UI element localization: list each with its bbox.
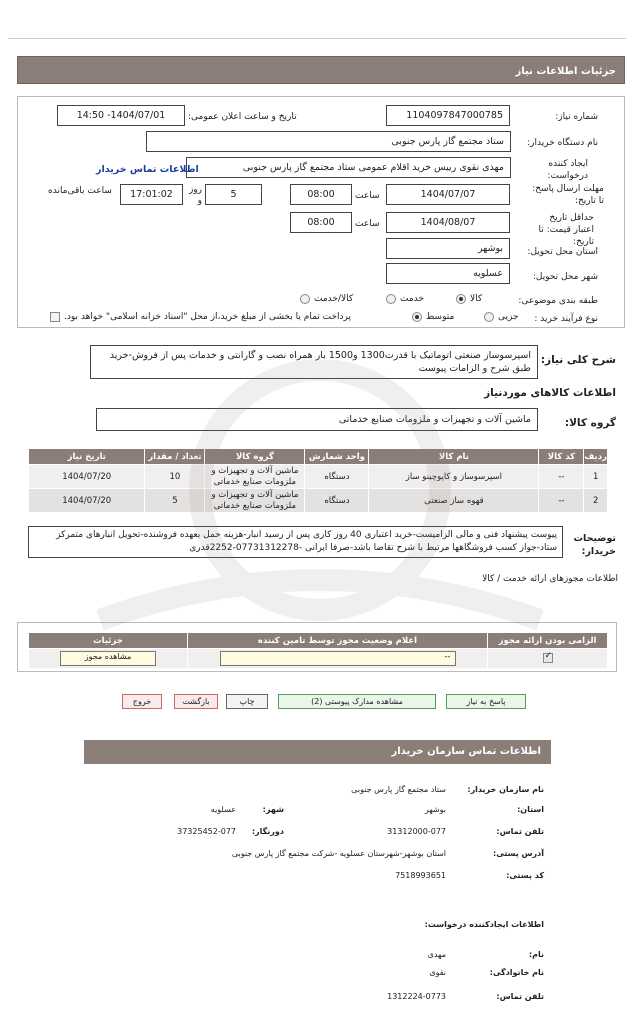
category-option-both[interactable] — [300, 294, 353, 304]
table-row — [29, 489, 608, 513]
back-button[interactable]: بازگشت — [174, 694, 218, 709]
cell: ماشین آلات و تجهیزات و ملزومات صنایع خدماتی — [205, 489, 305, 513]
permit-status-field[interactable]: -- — [220, 651, 456, 666]
city-contact-label: شهر: — [262, 805, 284, 814]
postal-label: کد پستی: — [506, 871, 544, 880]
announce-label: تاریخ و ساعت اعلان عمومی: — [188, 112, 297, 122]
cell: اسپرسوساز و کاپوچینو ساز — [369, 465, 539, 489]
province-label: استان محل تحویل: — [527, 247, 598, 257]
creator-label: ایجاد کننده درخواست: — [547, 159, 588, 181]
cell: 10 — [145, 465, 205, 489]
validity-time-label: ساعت — [355, 219, 380, 229]
permits-header — [29, 633, 608, 649]
time-remaining-label: ساعت باقی‌مانده — [48, 186, 112, 196]
goods-group-field: ماشین آلات و تجهیزات و ملزومات صنایع خدماتی — [96, 408, 538, 431]
goods-table-header — [29, 449, 608, 465]
buyer-label: نام دستگاه خریدار: — [527, 138, 598, 148]
col-permit-required: الزامی بودن ارائه مجوز — [488, 633, 608, 649]
category-option-service[interactable] — [386, 294, 424, 304]
creator-phone-value: 1312224-0773 — [387, 992, 446, 1001]
exit-button[interactable]: خروج — [122, 694, 162, 709]
fax-label: دورنگار: — [251, 827, 284, 836]
announce-field: 1404/07/01- 14:50 — [57, 105, 185, 126]
category-both-radio[interactable] — [300, 294, 310, 304]
category-goods-radio[interactable] — [456, 294, 466, 304]
process-minor-radio[interactable] — [484, 312, 494, 322]
name-label: نام: — [528, 950, 544, 959]
category-label: طبقه بندی موضوعی: — [518, 296, 598, 306]
cell: 1404/07/20 — [29, 465, 145, 489]
org-label: نام سازمان خریدار: — [467, 785, 544, 794]
category-both-label: کالا/خدمت — [314, 294, 354, 304]
category-service-radio[interactable] — [386, 294, 396, 304]
summary-label: شرح کلی نیاز: — [540, 354, 616, 366]
cell: -- — [539, 489, 584, 513]
col-date: تاریخ نیاز — [29, 449, 145, 465]
validity-label: حداقل تاریخ اعتبار قیمت: تا تاریخ: — [538, 213, 594, 247]
cell: دستگاه — [305, 465, 369, 489]
city-contact-value: عسلویه — [210, 805, 236, 814]
col-row: ردیف — [584, 449, 608, 465]
family-label: نام خانوادگی: — [489, 968, 544, 977]
postal-value: 7518993651 — [395, 871, 446, 880]
cell: دستگاه — [305, 489, 369, 513]
validity-date-field: 1404/08/07 — [386, 212, 510, 233]
view-permit-button[interactable]: مشاهده مجوز — [60, 651, 156, 666]
category-service-label: خدمت — [400, 294, 424, 304]
col-unit: واحد شمارش — [305, 449, 369, 465]
permit-details-cell — [29, 649, 188, 669]
goods-table — [28, 448, 608, 513]
creator-phone-label: تلفن تماس: — [496, 992, 544, 1001]
treasury-payment-note: پرداخت تمام یا بخشی از مبلغ خرید،از محل "اسناد خزانه اسلامی" خواهد بود. — [64, 312, 352, 322]
table-row — [29, 649, 608, 669]
cell: 1 — [584, 465, 608, 489]
cell: 5 — [145, 489, 205, 513]
process-minor-label: جزیی — [498, 312, 519, 322]
permit-status-cell — [188, 649, 488, 669]
process-option-minor[interactable] — [484, 312, 519, 322]
fax-value: 37325452-077 — [177, 827, 236, 836]
address-value: استان بوشهر-شهرستان عسلویه -شرکت مجتمع گاز پارس جنوبی — [231, 849, 446, 858]
top-divider — [8, 38, 626, 39]
org-value: ستاد مجتمع گاز پارس جنوبی — [351, 785, 446, 794]
contact-title: اطلاعات تماس سازمان خریدار — [84, 740, 551, 764]
cell: 1404/07/20 — [29, 489, 145, 513]
col-permit-details: جزئیات — [29, 633, 188, 649]
buyer-field: ستاد مجتمع گاز پارس جنوبی — [146, 131, 511, 152]
col-qty: تعداد / مقدار — [145, 449, 205, 465]
time-remaining-field: 17:01:02 — [120, 184, 183, 205]
permit-required-cell — [488, 649, 608, 669]
need-number-label: شماره نیاز: — [555, 112, 598, 122]
category-goods-label: کالا — [470, 294, 483, 304]
permits-table — [28, 632, 608, 669]
col-group: گروه کالا — [205, 449, 305, 465]
treasury-payment-checkbox[interactable] — [50, 312, 60, 322]
creator-field: مهدی نقوی رییس خرید اقلام عمومی ستاد مجتمع گاز پارس جنوبی — [186, 157, 511, 178]
cell: ماشین آلات و تجهیزات و ملزومات صنایع خدماتی — [205, 465, 305, 489]
cell: 2 — [584, 489, 608, 513]
category-option-goods[interactable] — [456, 294, 482, 304]
permits-title: اطلاعات مجوزهای ارائه خدمت / کالا — [482, 574, 618, 584]
deadline-label: مهلت ارسال پاسخ: تا تاریخ: — [532, 184, 604, 206]
buyer-notes-text: پیوست پیشنهاد فنی و مالی الزامیست-خرید اعتباری 40 روز کاری پس از رسید انبار-هزینه حمل بعهده فروشنده-تحویل انبارهای متمرکز ستاد-جواز کسب فروشگاهها مرتبط با شرح تقاضا باشد-صرفا ایرانی -07731312278-2252قدری — [28, 526, 563, 558]
process-label: نوع فرآیند خرید : — [534, 314, 598, 324]
col-permit-status: اعلام وضعیت مجوز توسط تامین کننده — [188, 633, 488, 649]
need-number-field: 1104097847000785 — [386, 105, 510, 126]
creator-info-title: اطلاعات ایجادکننده درخواست: — [424, 920, 544, 929]
city-field: عسلویه — [386, 263, 510, 284]
permit-required-checkbox: ✓ — [544, 651, 553, 662]
goods-info-title: اطلاعات کالاهای موردنیاز — [484, 387, 616, 399]
treasury-payment-option[interactable] — [50, 312, 351, 322]
phone-value: 31312000-077 — [387, 827, 446, 836]
cell: قهوه ساز صنعتی — [369, 489, 539, 513]
reply-button[interactable]: پاسخ به نیاز — [446, 694, 526, 709]
validity-time-field: 08:00 — [290, 212, 352, 233]
summary-text: اسپرسوساز صنعتی اتوماتیک با قدرت1300 و1500 بار همراه نصب و گارانتی و خدمات پس از فروش-خرید طبق شرح و الزامات پیوست — [90, 345, 538, 379]
name-value: مهدی — [427, 950, 446, 959]
buyer-notes-label: توضیحات خریدار: — [573, 533, 616, 557]
province-contact-value: بوشهر — [424, 805, 446, 814]
deadline-time-field: 08:00 — [290, 184, 352, 205]
province-contact-label: استان: — [517, 805, 544, 814]
days-label: روز و — [188, 185, 202, 206]
table-row — [29, 465, 608, 489]
deadline-date-field: 1404/07/07 — [386, 184, 510, 205]
process-medium-label: متوسط — [426, 312, 455, 322]
print-button[interactable]: چاپ — [226, 694, 268, 709]
process-option-medium[interactable] — [412, 312, 454, 322]
view-attachments-button[interactable]: مشاهده مدارک پیوستی (2) — [278, 694, 436, 709]
col-name: نام کالا — [369, 449, 539, 465]
address-label: آدرس پستی: — [493, 849, 544, 858]
days-remaining-field: 5 — [205, 184, 262, 205]
goods-group-label: گروه کالا: — [564, 417, 616, 429]
buyer-contact-link[interactable]: اطلاعات تماس خریدار — [96, 164, 199, 175]
cell: -- — [539, 465, 584, 489]
phone-label: تلفن تماس: — [496, 827, 544, 836]
col-code: کد کالا — [539, 449, 584, 465]
process-medium-radio[interactable] — [412, 312, 422, 322]
deadline-time-label: ساعت — [355, 191, 380, 201]
province-field: بوشهر — [386, 238, 510, 259]
family-value: نقوی — [429, 968, 446, 977]
page-title: جزئیات اطلاعات نیاز — [17, 56, 625, 84]
city-label: شهر محل تحویل: — [532, 272, 598, 282]
